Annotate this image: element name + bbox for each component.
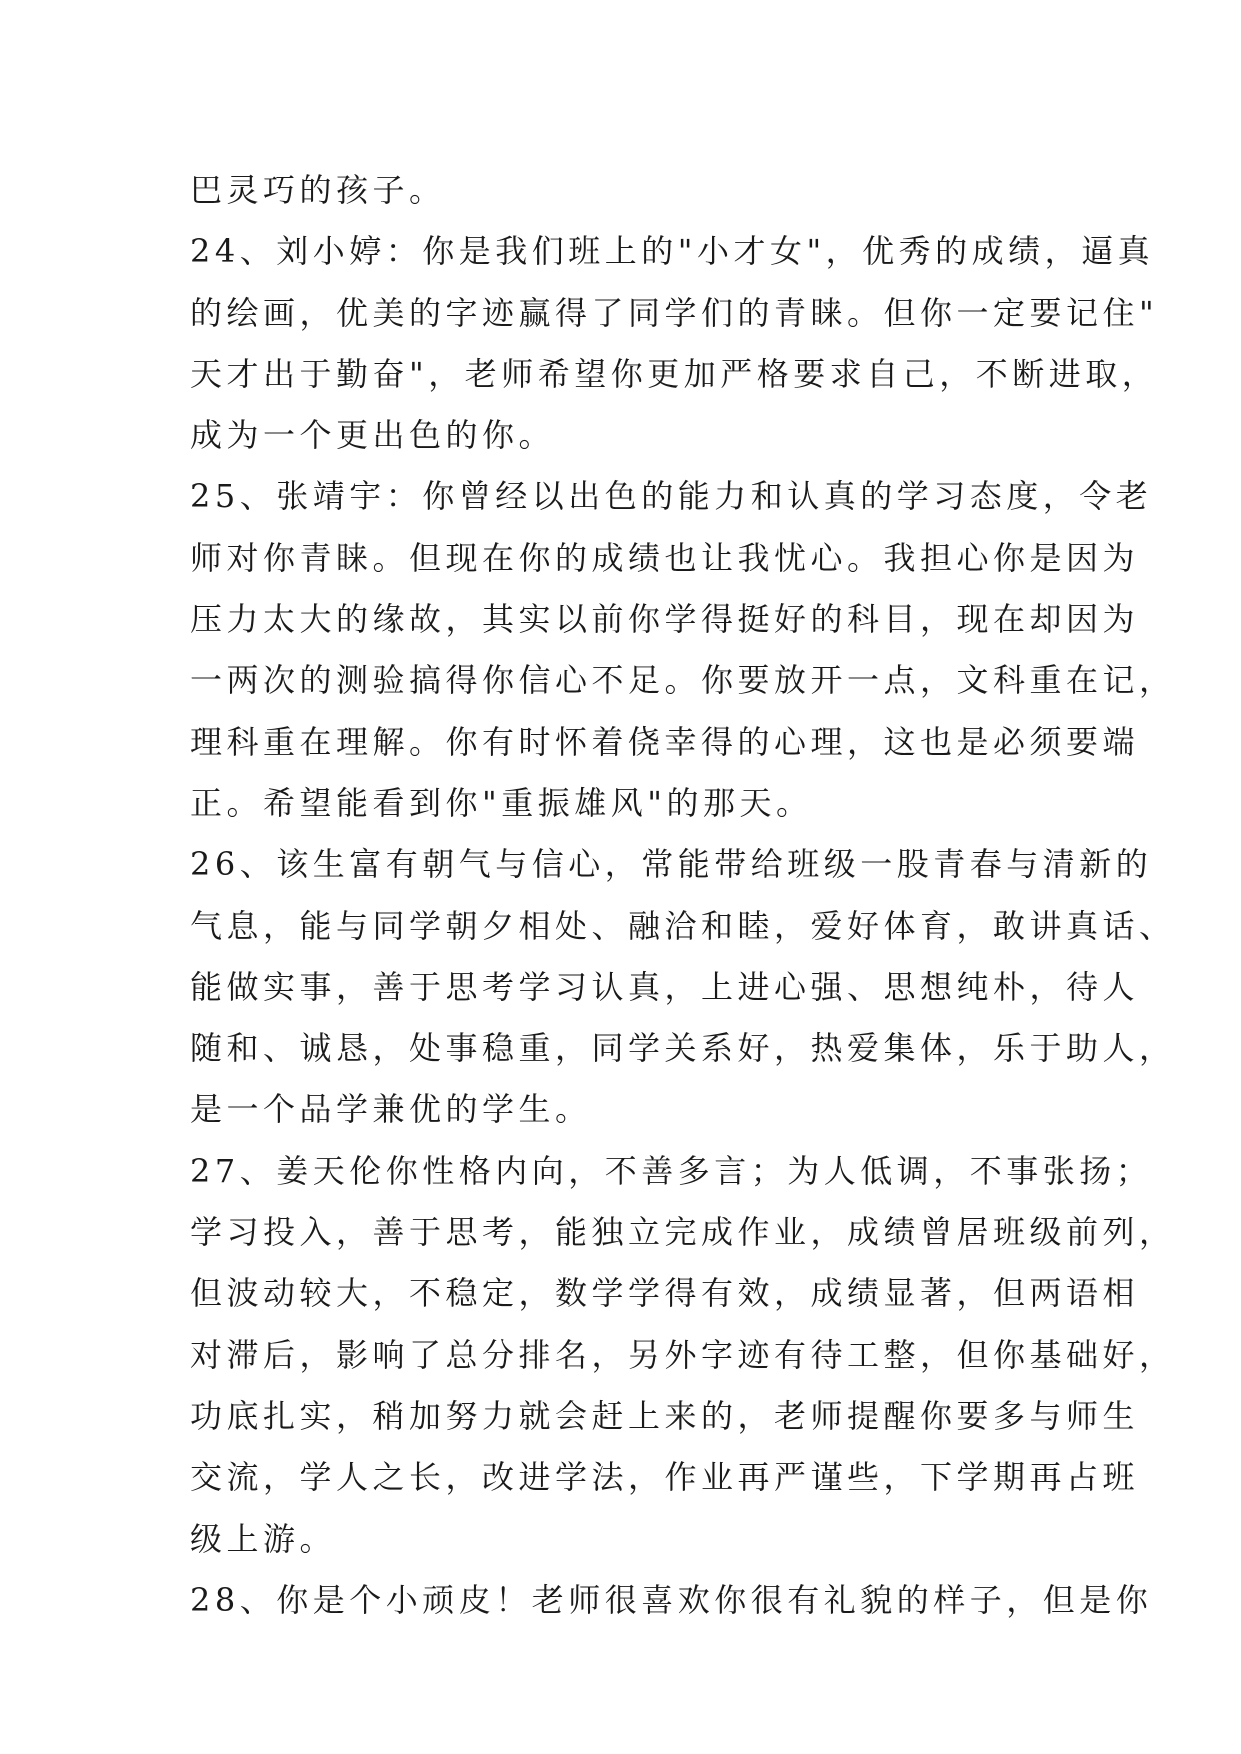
text-line: 对滞后，影响了总分排名，另外字迹有待工整，但你基础好， <box>190 1335 1176 1374</box>
text-line: 26、该生富有朝气与信心，常能带给班级一股青春与清新的 <box>190 845 1153 884</box>
text-line: 28、你是个小顽皮！老师很喜欢你很有礼貌的样子，但是你 <box>190 1580 1153 1619</box>
text-line: 巴灵巧的孩子。 <box>190 171 446 209</box>
text-line: 压力太大的缘故，其实以前你学得挺好的科目，现在却因为 <box>190 600 1140 639</box>
text-line: 理科重在理解。你有时怀着侥幸得的心理，这也是必须要端 <box>190 722 1140 761</box>
text-line: 25、张靖宇：你曾经以出色的能力和认真的学习态度，令老 <box>190 477 1153 516</box>
text-line: 一两次的测验搞得你信心不足。你要放开一点，文科重在记， <box>190 661 1176 700</box>
text-line: 功底扎实，稍加努力就会赶上来的，老师提醒你要多与师生 <box>190 1396 1140 1435</box>
text-line: 正。希望能看到你"重振雄风"的那天。 <box>190 783 813 822</box>
text-line: 24、刘小婷：你是我们班上的"小才女"，优秀的成绩，逼真 <box>190 232 1155 271</box>
text-line: 27、姜天伦你性格内向，不善多言；为人低调，不事张扬； <box>190 1151 1153 1190</box>
document-body <box>190 160 1176 1631</box>
text-line: 随和、诚恳，处事稳重，同学关系好，热爱集体，乐于助人， <box>190 1029 1176 1068</box>
text-line: 是一个品学兼优的学生。 <box>190 1090 592 1129</box>
text-line: 气息，能与同学朝夕相处、融洽和睦，爱好体育，敢讲真话、 <box>190 906 1176 945</box>
text-line: 成为一个更出色的你。 <box>190 416 556 455</box>
text-line: 级上游。 <box>190 1519 337 1558</box>
text-line: 能做实事，善于思考学习认真，上进心强、思想纯朴，待人 <box>190 967 1140 1006</box>
text-line: 的绘画，优美的字迹赢得了同学们的青睐。但你一定要记住" <box>190 293 1159 332</box>
text-line: 天才出于勤奋"，老师希望你更加严格要求自己，不断进取， <box>190 354 1159 393</box>
text-line: 师对你青睐。但现在你的成绩也让我忧心。我担心你是因为 <box>190 538 1140 577</box>
text-line: 学习投入，善于思考，能独立完成作业，成绩曾居班级前列， <box>190 1213 1176 1252</box>
text-line: 但波动较大，不稳定，数学学得有效，成绩显著，但两语相 <box>190 1274 1140 1313</box>
text-line: 交流，学人之长，改进学法，作业再严谨些，下学期再占班 <box>190 1458 1140 1497</box>
